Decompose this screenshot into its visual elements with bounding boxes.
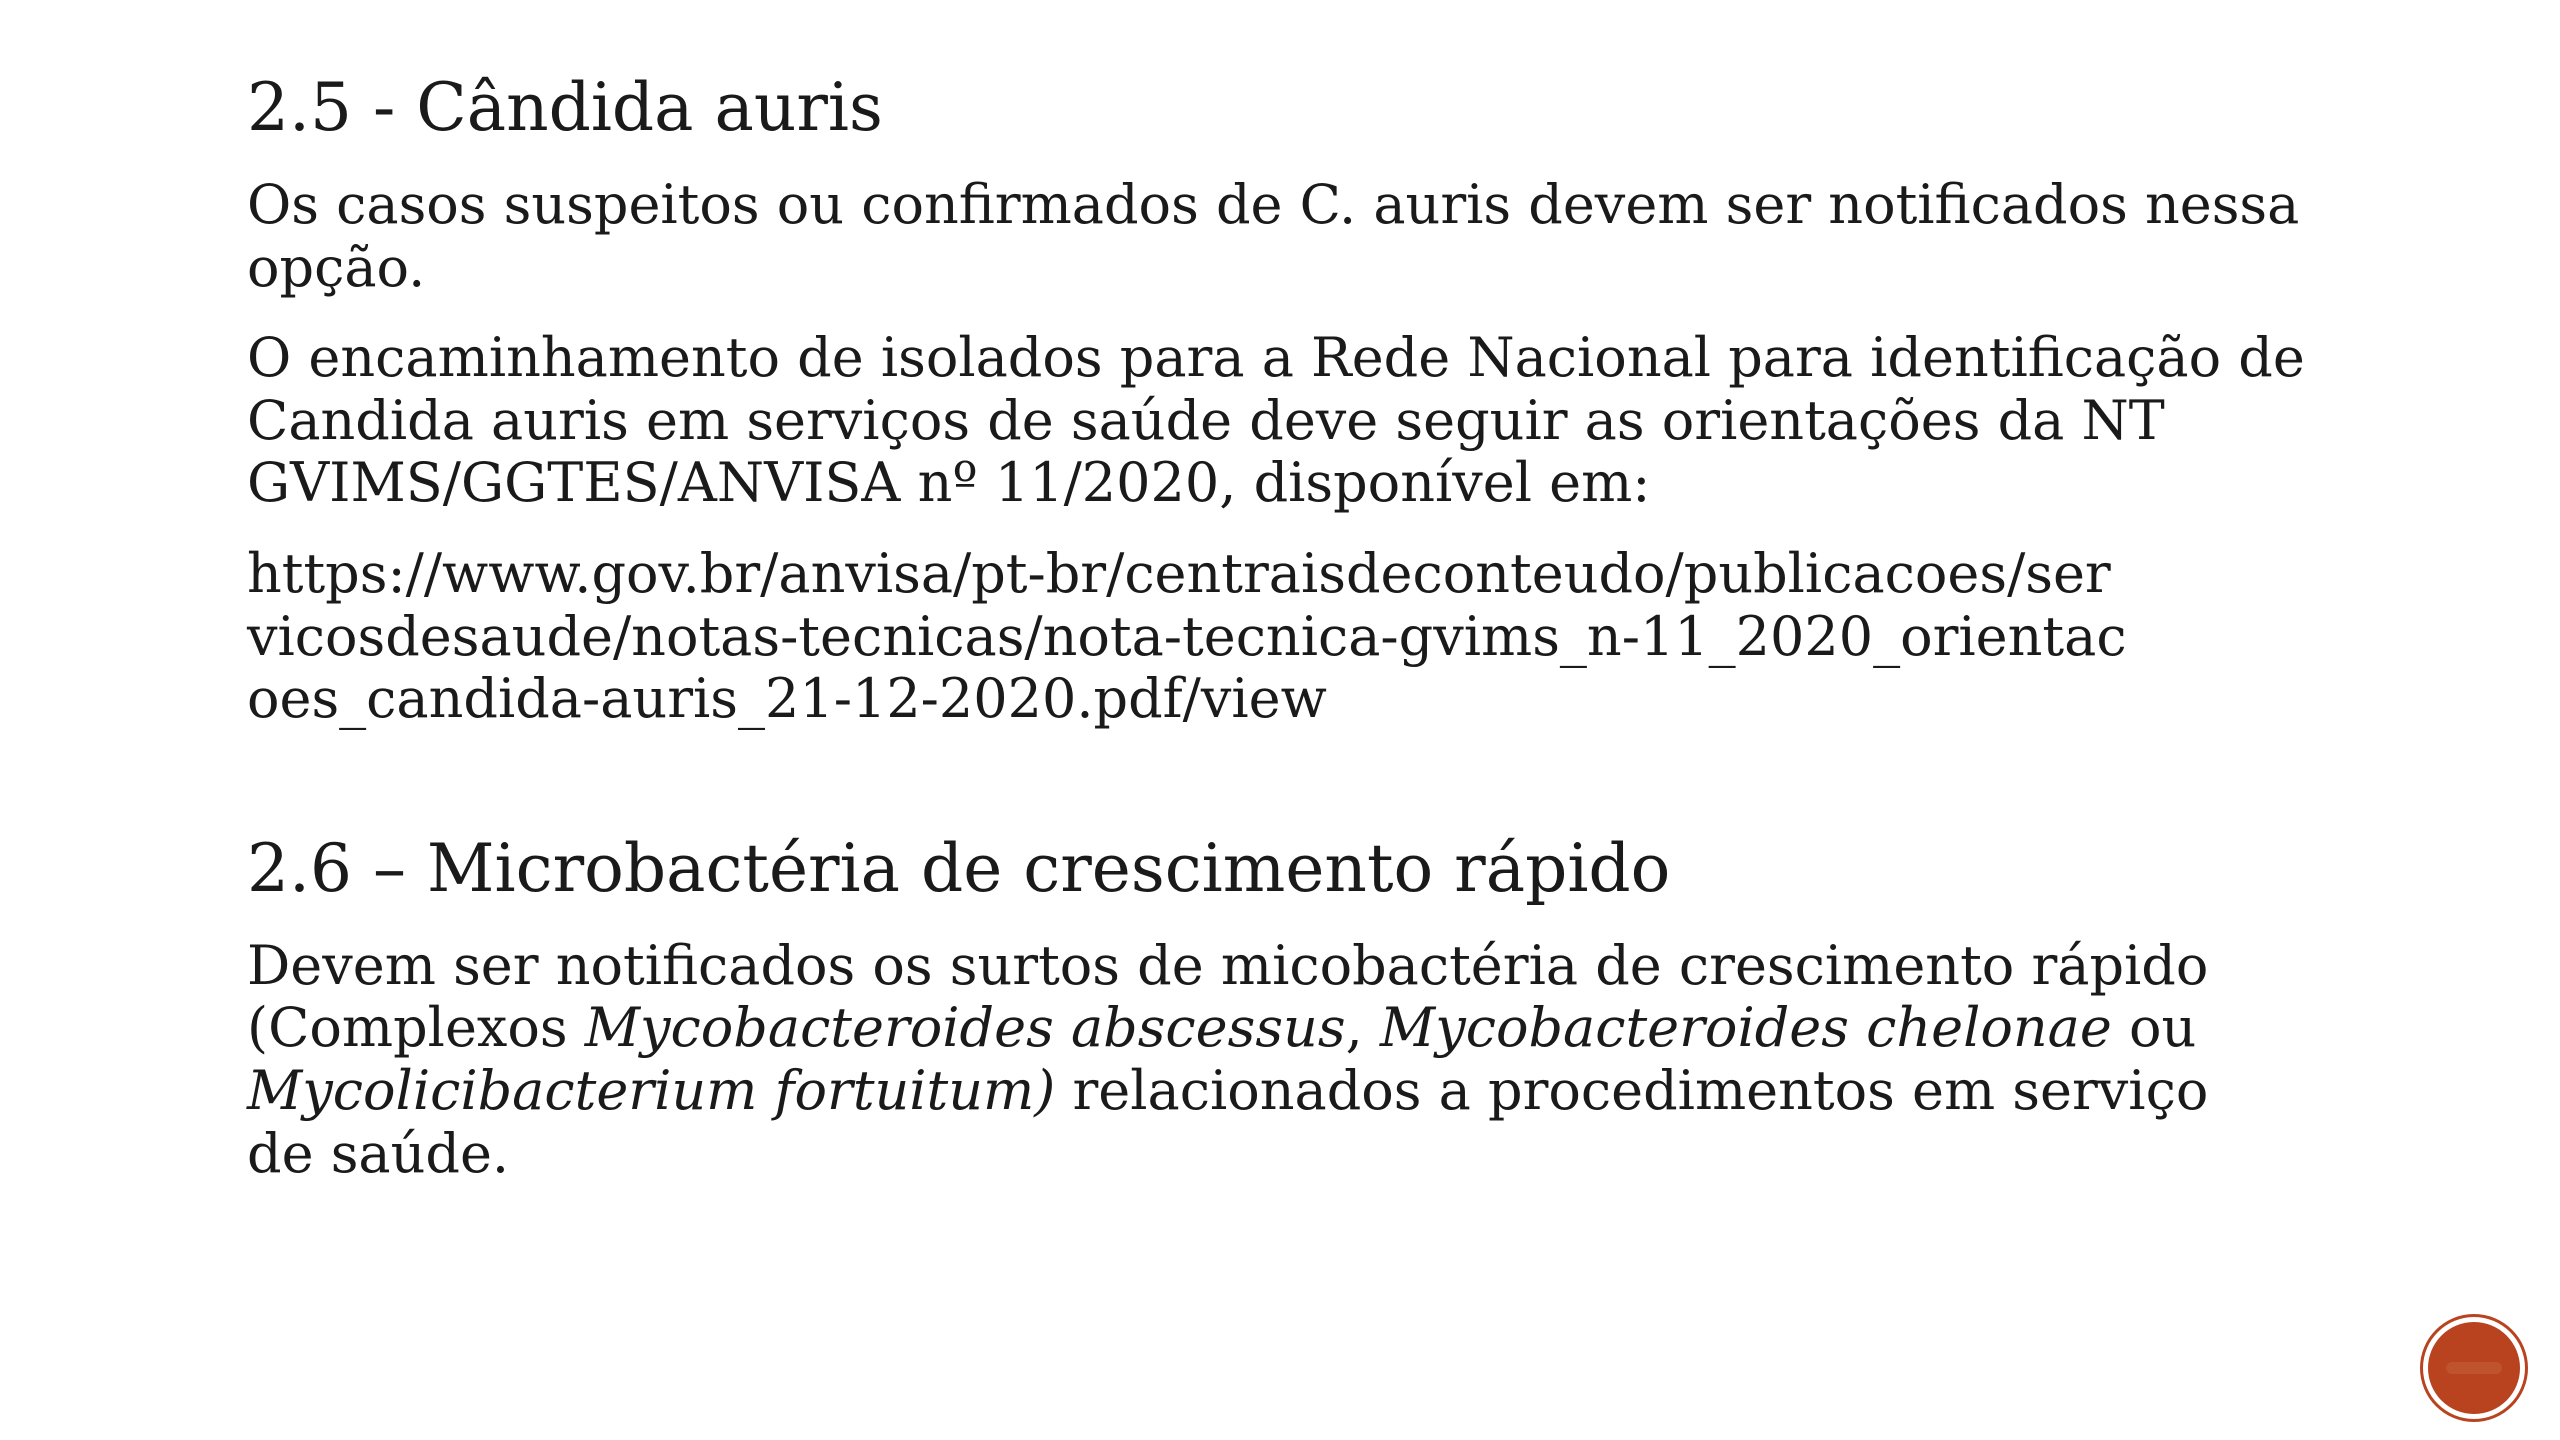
paragraph-text-start: Devem ser notificados os surtos de micobactéria de crescimento rápido (Complexos: [247, 933, 2209, 1060]
slide-corner-badge-icon: [2428, 1322, 2520, 1414]
separator: ou: [2111, 996, 2197, 1060]
paragraph-text-end: relacionados a procedimentos em serviço de saúde.: [247, 1059, 2209, 1185]
species-name: Mycobacteroides abscessus: [584, 996, 1346, 1060]
slide-content: [247, 70, 2397, 1213]
section-2-5-paragraph-2: O encaminhamento de isolados para a Rede Nacional para identificação de Candida auris em serviços de saúde deve seguir as orientações da NT GVIMS/GGTES/ANVISA nº 11/2020, disponível em:: [247, 326, 2305, 515]
badge-highlight: [2446, 1362, 2502, 1374]
species-name: Mycolicibacterium fortuitum): [247, 1059, 1056, 1123]
section-2-5-paragraph-1: Os casos suspeitos ou confirmados de C. auris devem ser notificados nessa opção.: [247, 172, 2300, 299]
section-2-6-title: 2.6 – Microbactéria de crescimento rápido: [247, 829, 1671, 907]
anvisa-link[interactable]: https://www.gov.br/anvisa/pt-br/centraisdeconteudo/publicacoes/servicosdesaude/notas-tecnicas/nota-tecnica-gvims_n-11_2020_orientacoes_candida-auris_21-12-2020.pdf/view: [247, 542, 2127, 731]
species-name: Mycobacteroides chelonae: [1379, 996, 2112, 1060]
section-2-6-paragraph: [247, 935, 2227, 1186]
separator: ,: [1345, 996, 1380, 1060]
section-2-5-title: 2.5 - Cândida auris: [247, 69, 883, 146]
